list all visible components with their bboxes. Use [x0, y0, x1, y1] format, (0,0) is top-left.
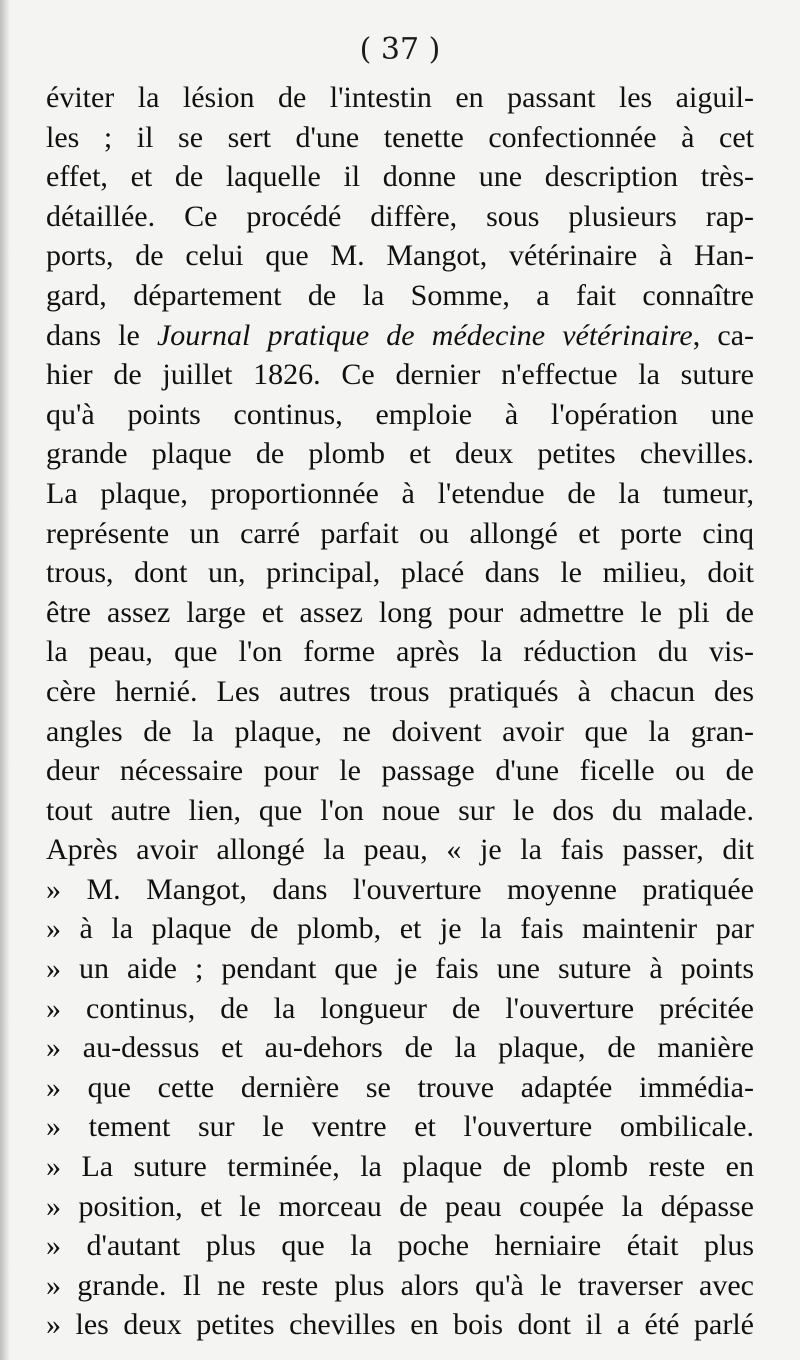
text-line: qu'à points continus, emploie à l'opération une — [46, 397, 754, 431]
text-line: » tement sur le ventre et l'ouverture ombilicale. — [46, 1110, 754, 1144]
text-line: trous, dont un, principal, placé dans le milieu, doit — [46, 556, 754, 590]
text-line: les ; il se sert d'une tenette confectionnée à cet — [46, 120, 754, 154]
text-line: » continus, de la longueur de l'ouverture précitée — [46, 991, 754, 1025]
text-line: ports, de celui que M. Mangot, vétérinaire à Han- — [46, 239, 754, 273]
text-line: » La suture terminée, la plaque de plomb reste en — [46, 1150, 754, 1184]
text-line: » à la plaque de plomb, et je la fais maintenir par — [46, 912, 754, 946]
text-line: deur nécessaire pour le passage d'une ficelle ou de — [46, 754, 754, 788]
text-line: effet, et de laquelle il donne une description très- — [46, 160, 754, 194]
text-line: » que cette dernière se trouve adaptée immédia- — [46, 1070, 754, 1104]
text-line: » position, et le morceau de peau coupée la dépasse — [46, 1189, 754, 1223]
text-line: détaillée. Ce procédé diffère, sous plusieurs rap- — [46, 199, 754, 233]
text-line: la peau, que l'on forme après la réduction du vis- — [46, 635, 754, 669]
text-line: représente un carré parfait ou allongé et porte cinq — [46, 516, 754, 550]
page-number: ( 37 ) — [359, 32, 441, 67]
text-line: » un aide ; pendant que je fais une suture à points — [46, 952, 754, 986]
text-line: gard, département de la Somme, a fait connaître — [46, 278, 754, 312]
citation-after: , ca- — [692, 318, 754, 352]
journal-title: Journal pratique de médecine vétérinaire — [156, 318, 693, 352]
text-line: » les deux petites chevilles en bois dont il a été parlé — [46, 1308, 754, 1342]
text-line: angles de la plaque, ne doivent avoir que la gran- — [46, 714, 754, 748]
text-line: être assez large et assez long pour admettre le pli de — [46, 595, 754, 629]
text-line: hier de juillet 1826. Ce dernier n'effectue la suture — [46, 358, 754, 392]
text-line: cère hernié. Les autres trous pratiqués à chacun des — [46, 674, 754, 708]
text-line: Après avoir allongé la peau, « je la fais passer, dit — [46, 833, 754, 867]
text-line: » M. Mangot, dans l'ouverture moyenne pratiquée — [46, 872, 754, 906]
citation-before: dans le — [46, 318, 157, 352]
page-edge-shadow — [0, 0, 10, 1360]
text-line: La plaque, proportionnée à l'etendue de la tumeur, — [46, 476, 754, 510]
text-line-citation — [46, 316, 754, 356]
text-line: » d'autant plus que la poche herniaire était plus — [46, 1229, 754, 1263]
body-text — [46, 78, 754, 1345]
text-line: tout autre lien, que l'on noue sur le dos du malade. — [46, 793, 754, 827]
text-line: grande plaque de plomb et deux petites chevilles. — [46, 437, 754, 471]
text-line: » au-dessus et au-dehors de la plaque, de manière — [46, 1031, 754, 1065]
text-line: » grande. Il ne reste plus alors qu'à le traverser avec — [46, 1268, 754, 1302]
text-line: éviter la lésion de l'intestin en passant les aiguil- — [46, 81, 754, 114]
